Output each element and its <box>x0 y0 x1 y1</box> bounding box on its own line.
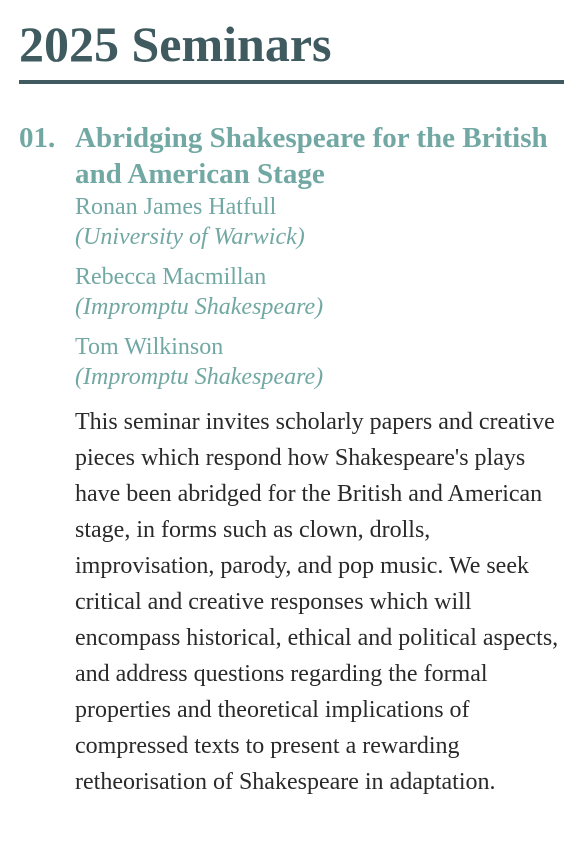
title-divider <box>19 80 564 84</box>
convenor-name: Ronan James Hatfull <box>75 194 277 220</box>
convenor-name: Tom Wilkinson <box>75 334 224 360</box>
convenor <box>75 332 565 392</box>
page-title: 2025 Seminars <box>19 16 332 72</box>
convenor <box>75 192 565 252</box>
convenor-name: Rebecca Macmillan <box>75 264 267 290</box>
convenor <box>75 262 565 322</box>
seminar-body <box>75 120 565 800</box>
seminar-title: Abridging Shakespeare for the British and American Stage <box>75 122 548 190</box>
convenor-affiliation: (University of Warwick) <box>75 224 305 250</box>
seminar-item <box>19 120 565 800</box>
convenor-affiliation: (Impromptu Shakespeare) <box>75 364 324 390</box>
seminar-description: This seminar invites scholarly papers and creative pieces which respond how Shakespeare's plays have been abridged for the British and American stage, in forms such as clown, drolls, improvisation, parody, and pop music. We seek critical and creative responses which will encompass historical, ethical and political aspects, and address questions regarding the formal properties and theoretical implications of compressed texts to present a rewarding retheorisation of Shakespeare in adaptation. <box>75 409 559 795</box>
convenor-list <box>75 192 565 392</box>
convenor-affiliation: (Impromptu Shakespeare) <box>75 294 324 320</box>
seminars-page <box>19 0 565 800</box>
seminar-number: 01. <box>19 122 56 154</box>
